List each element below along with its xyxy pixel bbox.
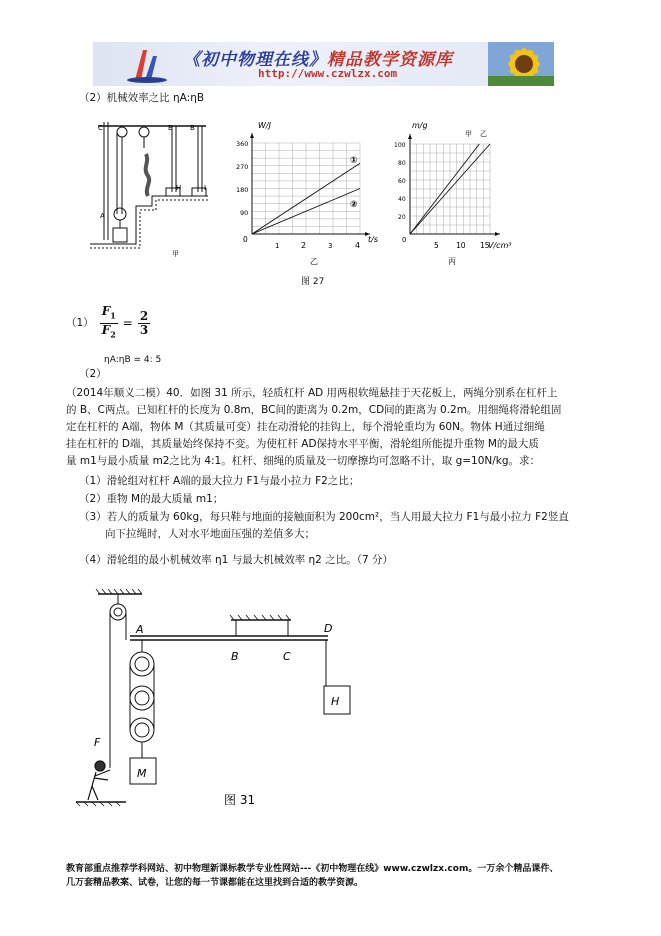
chart-yi-origin: 0 [243, 235, 248, 244]
answer1-equals: = [122, 316, 133, 330]
jia-letter-i: I [204, 184, 207, 192]
chart-yi-axes [250, 133, 370, 236]
problem-line-5: 量 m1与最小质量 m2之比为 4:1。杠杆、细绳的质量及一切摩擦均可忽略不计，取 g=10N/kg。求： [66, 455, 541, 467]
chart-yi-xtick-3: 3 [328, 242, 333, 250]
problem-line-2: 的 B、C两点。已知杠杆的长度为 0.8m，BC间的距离为 0.2m，CD间的距离为 0.2m。用细绳将滑轮组固 [66, 404, 562, 416]
chart-bing-xtick-5: 5 [434, 241, 439, 250]
person-pulling-rope-icon [88, 761, 110, 800]
chart-yi-xtick-4: 4 [355, 241, 361, 250]
part2-heading: （2）机械效率之比 ηA:ηB [79, 92, 205, 104]
chart-yi-series-2-label: ② [350, 200, 358, 210]
answer1-num: 2 [139, 308, 149, 323]
footer-line-1: 教育部重点推荐学科网站、初中物理新课标教学专业性网站---《初中物理在线》www.czwlzx.com。一万余个精品课件、 [66, 864, 559, 874]
chart-bing-ytick-80: 80 [398, 160, 406, 167]
chart-yi-y-arrow [250, 133, 254, 138]
chart-yi-caption: 乙 [310, 257, 318, 266]
chart-yi-ytick-270: 270 [236, 163, 249, 171]
chart-bing-xtick-15: 15 [480, 241, 490, 250]
question-2: （2）重物 M的最大质量 m1； [79, 493, 224, 505]
chart-yi-ylabel: W/J [258, 121, 271, 130]
question-3-part-b: 向下拉绳时，人对水平地面压强的差值多大； [105, 528, 315, 540]
footer-line-2: 几万套精品教案、试卷，让您的每一节课都能在这里找到合适的教学资源。 [66, 878, 364, 888]
chart-yi [228, 114, 393, 274]
answer1-f1-sub: 1 [110, 310, 116, 321]
banner-title: 《初中物理在线》精品教学资源库 [183, 50, 453, 70]
question-1: （1）滑轮组对杠杆 A端的最大拉力 F1与最小拉力 F2之比； [79, 475, 360, 487]
figure31-caption: 图 31 [224, 793, 256, 807]
answer1-force-ratio [100, 305, 118, 341]
site-banner [93, 42, 554, 86]
chart-bing-ylabel: m/g [412, 121, 428, 130]
chart-yi-xlabel: t/s [368, 235, 378, 244]
answer2-text: ηA:ηB = 4: 5 [104, 355, 162, 365]
fig31-label-m: M [137, 767, 147, 780]
chart-bing-x-arrow [495, 232, 500, 236]
answer2-prefix: （2） [79, 368, 107, 380]
answer1-value [138, 310, 150, 337]
answer1-f2: F [101, 322, 111, 337]
problem-line-4: 挂在杠杆的 D端，其质量始终保持不变。为使杠杆 AD保持水平平衡，滑轮组所能提升重物 M的最大质 [66, 438, 539, 450]
chart-bing-origin: 0 [402, 236, 407, 244]
jia-letter-b: B [190, 124, 195, 132]
chart-yi-ytick-360: 360 [236, 140, 249, 148]
jia-letter-e: E [168, 124, 173, 132]
chart-bing-ytick-60: 60 [398, 178, 406, 185]
chart-yi-ytick-90: 90 [240, 209, 249, 217]
jia-letter-a: A [100, 212, 105, 220]
answer1-prefix: （1） [66, 317, 94, 329]
chart-bing-y-arrow [408, 134, 412, 139]
fig31-label-h: H [331, 695, 340, 708]
answer1 [66, 306, 150, 340]
chart-bing-ytick-40: 40 [398, 196, 406, 203]
chart-yi-grid [252, 143, 360, 234]
site-logo-icon [123, 46, 173, 84]
jia-label: 甲 [172, 250, 179, 258]
chart-bing-xlabel: V/cm³ [488, 241, 512, 250]
fig31-label-f: F [94, 736, 101, 749]
figure27-jia-diagram [86, 118, 216, 260]
chart-bing-caption: 丙 [448, 257, 456, 266]
chart-bing-series-jia-label: 甲 [465, 130, 472, 138]
banner-url: http://www.czwlzx.com [258, 67, 398, 80]
jia-letter-c: C [98, 124, 103, 132]
chart-bing-series-yi-label: 乙 [480, 130, 487, 138]
chart-yi-xtick-2: 2 [301, 241, 307, 250]
figure31-diagram [66, 580, 366, 812]
sunflower-icon [488, 42, 554, 86]
answer1-f2-sub: 2 [110, 328, 116, 339]
question-3-part-a: （3）若人的质量为 60kg，每只鞋与地面的接触面积为 200cm²，当人用最大拉力 F1与最小拉力 F2竖直 [79, 511, 569, 523]
fig31-label-b: B [231, 650, 239, 663]
fig31-label-d: D [324, 622, 333, 635]
question-4: （4）滑轮组的最小机械效率 η1 与最大机械效率 η2 之比。（7 分） [79, 554, 393, 566]
chart-yi-ytick-180: 180 [236, 186, 249, 194]
problem-line-3: 定在杠杆的 A端，物体 M（其质量可变）挂在动滑轮的挂钩上，每个滑轮重均为 60N。物体 H通过细绳 [66, 421, 545, 433]
chart-bing [394, 114, 519, 274]
chart-yi-xtick-1: 1 [275, 242, 280, 250]
answer1-f1: F [101, 304, 111, 319]
chart-bing-xtick-10: 10 [456, 241, 466, 250]
jia-letter-h: H [176, 184, 182, 192]
chart-bing-ytick-100: 100 [394, 142, 406, 149]
fig31-label-c: C [283, 650, 291, 663]
chart-yi-series-1-label: ① [350, 156, 358, 166]
chart-bing-ytick-20: 20 [398, 214, 406, 221]
answer1-den: 3 [139, 322, 149, 337]
problem-line-1: （2014年顺义二模）40．如图 31 所示，轻质杠杆 AD 用两根软绳悬挂于天花板上，两绳分别系在杠杆上 [66, 387, 558, 399]
fig31-label-a: A [136, 623, 144, 636]
figure27-caption: 图 27 [301, 277, 325, 287]
